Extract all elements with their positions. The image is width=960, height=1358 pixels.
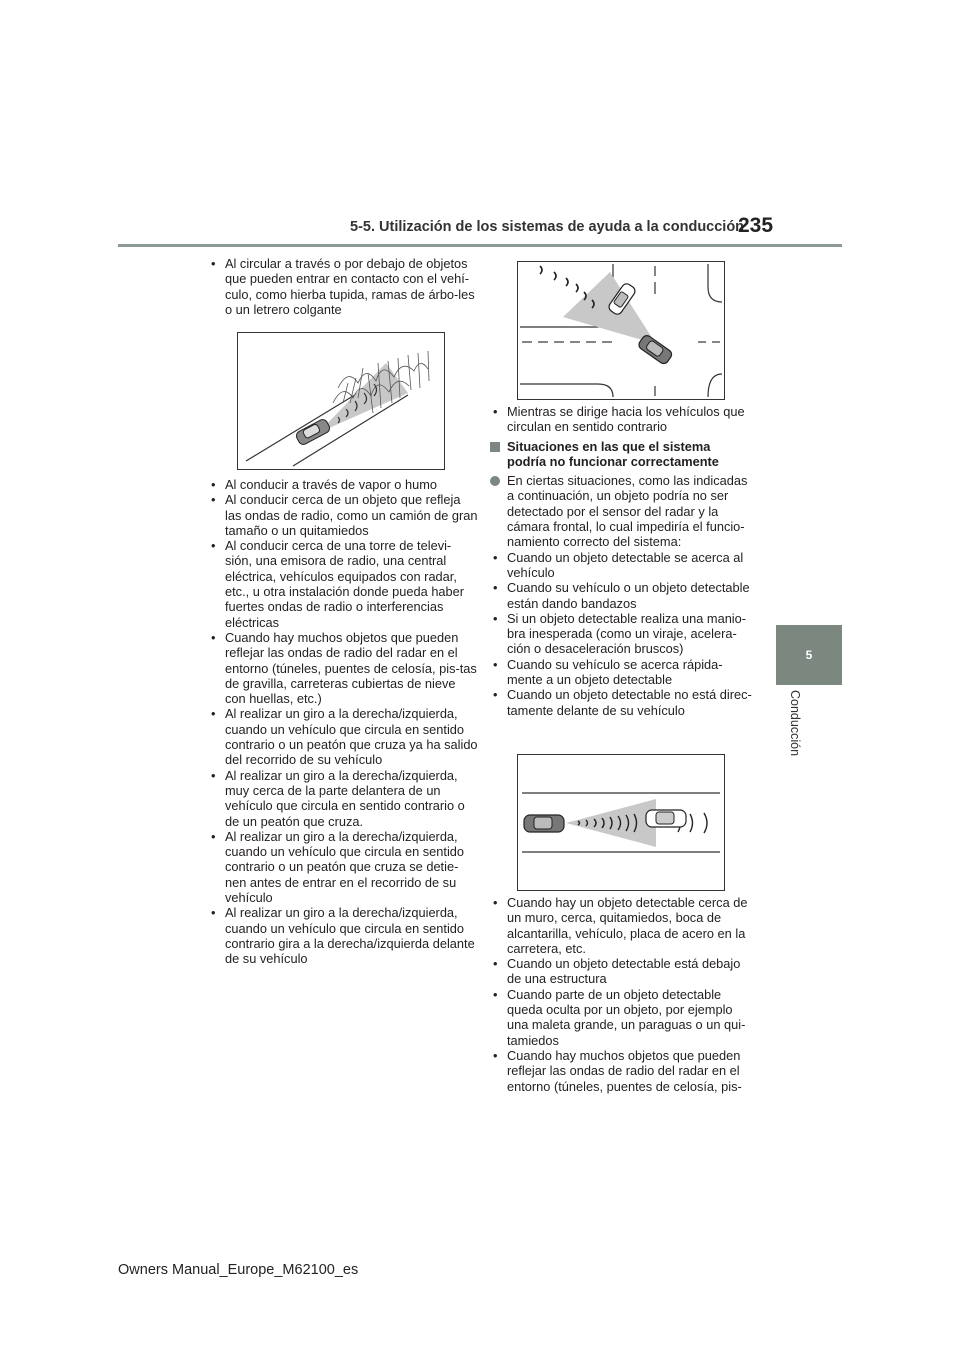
square-bullet-icon — [490, 442, 500, 452]
list-item: • Al conducir cerca de un objeto que refleja las ondas de radio, como un camión de gran tamaño o un quitamiedos — [211, 492, 478, 538]
car-icon — [295, 418, 332, 446]
list-item: • Cuando hay un objeto detectable cerca de un muro, cerca, quitamiedos, boca de alcantarilla, vehículo, placa de acero en la carretera, etc. — [493, 895, 748, 956]
header-divider — [118, 244, 842, 247]
list-item: • Al realizar un giro a la derecha/izquierda, cuando un vehículo que circula en sentido contrario gira a la derecha/izquierda delante de su vehículo — [211, 905, 475, 967]
lead-paragraph: En ciertas situaciones, como las indicadas a continuación, un objeto podría no ser detectado por el sensor del radar y la cámara frontal, lo cual impediría el funcio-namiento correcto del sistema: — [490, 473, 752, 549]
circle-bullet-icon — [490, 476, 500, 486]
list-item: • Cuando un objeto detectable está debajo de una estructura — [493, 956, 741, 987]
left-column — [208, 256, 478, 317]
chapter-tab[interactable]: 5 — [776, 625, 842, 685]
figure-vehicle-ahead — [517, 754, 725, 891]
right-column-list — [490, 895, 752, 1094]
left-column-list — [208, 477, 478, 967]
right-column — [490, 404, 752, 718]
list-item: • Cuando hay muchos objetos que pueden reflejar las ondas de radio del radar en el entorno (túneles, puentes de celosía, pis-tas de gravilla, carreteras cubiertas de nieve con huellas, etc.) — [211, 629, 477, 707]
list-item: • Cuando parte de un objeto detectable queda oculta por un objeto, por ejemplo una maleta grande, un paraguas o un qui-tamiedos — [493, 986, 746, 1048]
list-item: • Al conducir a través de vapor o humo — [211, 477, 437, 492]
list-item: • Al realizar un giro a la derecha/izquierda, cuando un vehículo que circula en sentido contrario o un peatón que cruza ya ha salido del recorrido de su vehículo — [211, 706, 478, 768]
following-illustration — [518, 755, 724, 890]
list-item: • Cuando un objeto detectable se acerca al vehículo — [493, 549, 744, 580]
vegetation-illustration — [238, 333, 444, 469]
intersection-illustration — [518, 262, 724, 399]
list-item: • Al conducir cerca de una torre de televi-sión, una emisora de radio, una central eléctrica, vehículos equipados con radar, etc., u otra instalación donde pueda haber fuertes ondas de radio o interferencias eléctricas — [211, 538, 465, 630]
section-heading: Situaciones en las que el sistema podría no funcionar correctamente — [490, 439, 752, 470]
page-number: 235 — [738, 214, 774, 237]
list-item: • Cuando su vehículo se acerca rápida-mente a un objeto detectable — [493, 656, 723, 688]
car-icon — [524, 815, 564, 832]
list-item: • Al circular a través o por debajo de objetos que pueden entrar en contacto con el vehí-culo, como hierba tupida, ramas de árbo-les o un letrero colgante — [211, 256, 475, 317]
header-section-title: 5-5. Utilización de los sistemas de ayuda a la conducción — [350, 219, 745, 235]
list-item: • Al realizar un giro a la derecha/izquierda, cuando un vehículo que circula en sentido contrario o un peatón que cruza se detie-nen antes de entrar en el recorrido de su vehículo — [211, 828, 465, 906]
chapter-label: Conducción — [788, 690, 802, 757]
list-item: • Cuando su vehículo o un objeto detectable están dando bandazos — [493, 580, 750, 611]
list-item: • Cuando hay muchos objetos que pueden reflejar las ondas de radio del radar en el entorno (túneles, puentes de celosía, pis- — [493, 1047, 742, 1094]
list-item: • Cuando un objeto detectable no está direc-tamente delante de su vehículo — [493, 687, 752, 718]
car-icon — [646, 810, 686, 827]
figure-overhanging-vegetation — [237, 332, 445, 470]
list-item: • Si un objeto detectable realiza una manio-bra inesperada (como un viraje, acelera-ción o desaceleración bruscos) — [493, 610, 747, 657]
figure-intersection-turn — [517, 261, 725, 400]
list-item: • Al realizar un giro a la derecha/izquierda, muy cerca de la parte delantera de un vehículo que circula en sentido contrario o de un peatón que cruza. — [211, 767, 465, 829]
list-item: • Mientras se dirige hacia los vehículos que circulan en sentido contrario — [493, 404, 745, 435]
footer-document-id: Owners Manual_Europe_M62100_es — [118, 1262, 359, 1278]
car-icon — [637, 334, 673, 366]
